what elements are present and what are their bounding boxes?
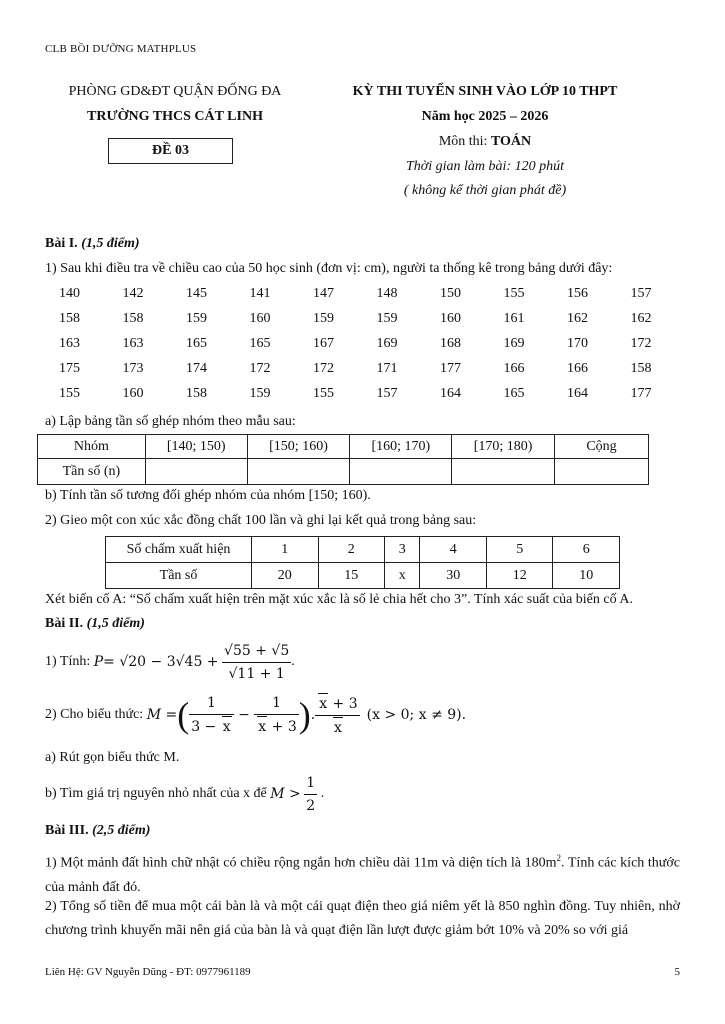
height-value: 172 <box>313 360 334 376</box>
height-value: 167 <box>313 335 334 351</box>
frequency-cell <box>555 459 649 485</box>
group-header-2: [150; 160) <box>247 435 350 459</box>
frequency-cell <box>452 459 555 485</box>
group-header-3: [160; 170) <box>350 435 452 459</box>
subject-label: Môn thi: <box>438 134 491 149</box>
height-value: 165 <box>249 335 271 351</box>
height-value: 161 <box>503 310 525 326</box>
height-value: 159 <box>186 310 207 326</box>
section-1-event-question: Xét biến cố A: “Số chấm xuất hiện trên mặt xúc xắc là số lẻ chia hết cho 3”. Tính xác suất của biến cố A. <box>45 592 633 607</box>
club-name: CLB BỒI DƯỠNG MATHPLUS <box>45 43 197 55</box>
heights-row <box>45 306 680 331</box>
exam-code-box <box>108 138 233 164</box>
group-header-label: Nhóm <box>38 435 146 459</box>
height-value: 157 <box>630 285 652 301</box>
height-value: 166 <box>567 360 588 376</box>
department-name: PHÒNG GD&ĐT QUẬN ĐỐNG ĐA <box>68 84 282 99</box>
height-value: 165 <box>186 335 207 351</box>
q-b-expr: M > <box>270 786 301 802</box>
footer <box>45 966 680 978</box>
right-paren: ) <box>298 695 311 735</box>
height-value: 140 <box>59 285 80 301</box>
height-value: 156 <box>567 285 588 301</box>
section-2-points: (1,5 điểm) <box>86 616 145 631</box>
q1-expression: = √20 − 3√45 + <box>103 654 219 670</box>
height-value: 148 <box>376 285 398 301</box>
height-value: 174 <box>186 360 207 376</box>
section-1-question-2: 2) Gieo một con xúc xắc đồng chất 100 lần và ghi lại kết quả trong bảng sau: <box>45 513 477 528</box>
q1-numerator: √55 + √5 <box>224 642 290 659</box>
q1-denominator: √11 + 1 <box>222 662 291 684</box>
exam-code: ĐỀ 03 <box>152 143 189 158</box>
frequency-cell <box>145 459 247 485</box>
height-value: 162 <box>630 310 652 326</box>
school-year: Năm học 2025 – 2026 <box>421 109 549 124</box>
dice-face: 5 <box>486 537 553 563</box>
section-1-heading <box>45 234 680 254</box>
page-number: 5 <box>674 966 680 978</box>
height-value: 142 <box>122 285 144 301</box>
exam-title: KỲ THI TUYỂN SINH VÀO LỚP 10 THPT <box>352 84 618 99</box>
height-value: 158 <box>186 385 207 401</box>
height-value: 173 <box>122 360 144 376</box>
height-value: 169 <box>376 335 398 351</box>
frequency-cell <box>247 459 350 485</box>
section-3-heading <box>45 821 680 841</box>
height-value: 162 <box>567 310 588 326</box>
q2-fraction-1: $\frac{1}{3 - x}$ <box>189 693 233 737</box>
section-3-title: Bài III. <box>45 823 89 838</box>
height-value: 155 <box>503 285 525 301</box>
group-frequency-table <box>37 434 649 485</box>
exam-time: Thời gian làm bài: 120 phút <box>406 159 564 174</box>
height-value: 158 <box>122 310 144 326</box>
frequency-cell <box>350 459 452 485</box>
section-3-question-2: 2) Tổng số tiền để mua một cái bàn là và một cái quạt điện theo giá niêm yết là 850 nghìn đồng. Tuy nhiên, nhờ chương trình khuyến mãi nên giá của bàn là và quạt điện lần lượt được giảm bớt 10% và 20% so với giá <box>45 899 680 938</box>
heights-grid <box>45 281 680 406</box>
heights-row <box>45 331 680 356</box>
height-value: 172 <box>249 360 271 376</box>
dice-face: 3 <box>385 537 420 563</box>
section-1-points: (1,5 điểm) <box>81 236 140 251</box>
frequency-row-label: Tần số (n) <box>38 459 146 485</box>
heights-row <box>45 356 680 381</box>
height-value: 150 <box>440 285 461 301</box>
q2-label: 2) Cho biểu thức: <box>45 707 144 722</box>
q2-condition: (x > 0; x ≠ 9). <box>366 707 467 723</box>
section-2-question-1: 1) Tính: P = √20 − 3√45 + $\frac{√55 + √5}{√11 + 1}$ . <box>45 642 295 682</box>
q2-fraction-3: $\frac{x + 3}{x}$ <box>315 693 359 738</box>
dice-face: 1 <box>252 537 319 563</box>
height-value: 170 <box>567 335 588 351</box>
dice-frequency: 15 <box>318 563 385 589</box>
section-2-question-b: b) Tìm giá trị nguyên nhỏ nhất của x để M > $\frac{1}{2}$ . <box>45 774 325 814</box>
section-2-heading <box>45 614 680 634</box>
q1-fraction <box>222 641 291 684</box>
dice-frequency: 30 <box>420 563 487 589</box>
height-value: 160 <box>122 385 144 401</box>
dice-table <box>105 536 620 589</box>
group-header-total: Cộng <box>555 435 649 459</box>
section-2-title: Bài II. <box>45 616 84 631</box>
dice-frequency: 12 <box>486 563 553 589</box>
height-value: 160 <box>249 310 271 326</box>
school-name: TRƯỜNG THCS CÁT LINH <box>87 109 263 124</box>
height-value: 177 <box>630 385 652 401</box>
height-value: 159 <box>313 310 334 326</box>
q-b-text: b) Tìm giá trị nguyên nhỏ nhất của x để <box>45 786 267 801</box>
section-3-question-1: 1) Một mảnh đất hình chữ nhật có chiều rộng ngắn hơn chiều dài 11m và diện tích là $180m^2$. Tính các kích thước của mảnh đất đó. <box>45 853 680 895</box>
section-2-question-2: 2) Cho biểu thức: M = ( $\frac{1}{3 - x}$ − $\frac{1}{x + 3}$ ) . $\frac{x + 3}{x}$ (x > 0; x ≠ 9). <box>45 692 680 738</box>
left-paren: ( <box>177 695 190 735</box>
dice-face: 6 <box>553 537 620 563</box>
section-1-question-1: 1) Sau khi điều tra về chiều cao của 50 học sinh (đơn vị: cm), người ta thống kê trong bảng dưới đây: <box>45 261 613 276</box>
section-1-question-a: a) Lập bảng tần số ghép nhóm theo mẫu sau: <box>45 414 296 429</box>
height-value: 169 <box>503 335 525 351</box>
height-value: 160 <box>440 310 461 326</box>
height-value: 155 <box>313 385 334 401</box>
section-3-points: (2,5 điểm) <box>92 823 151 838</box>
dice-row1-label: Số chấm xuất hiện <box>106 537 252 563</box>
height-value: 166 <box>503 360 525 376</box>
dice-frequency: 20 <box>252 563 319 589</box>
height-value: 165 <box>503 385 525 401</box>
height-value: 147 <box>313 285 334 301</box>
height-value: 157 <box>376 385 398 401</box>
height-value: 163 <box>122 335 144 351</box>
height-value: 177 <box>440 360 461 376</box>
heights-row <box>45 381 680 406</box>
section-2-question-a: a) Rút gọn biểu thức M. <box>45 750 180 765</box>
height-value: 164 <box>440 385 461 401</box>
footer-contact: Liên Hệ: GV Nguyễn Dũng - ĐT: 0977961189 <box>45 966 251 978</box>
dice-row2-label: Tần số <box>106 563 252 589</box>
q1-var-p: P <box>93 654 104 670</box>
height-value: 145 <box>186 285 207 301</box>
group-header-1: [140; 150) <box>145 435 247 459</box>
q-b-fraction: $\frac{1}{2}$ <box>306 774 316 814</box>
section-1-title: Bài I. <box>45 236 78 251</box>
group-header-4: [170; 180) <box>452 435 555 459</box>
height-value: 159 <box>376 310 398 326</box>
height-value: 159 <box>249 385 271 401</box>
height-value: 163 <box>59 335 80 351</box>
height-value: 172 <box>630 335 652 351</box>
dice-frequency: 10 <box>553 563 620 589</box>
height-value: 141 <box>249 285 271 301</box>
subject-line <box>330 134 640 150</box>
height-value: 168 <box>440 335 461 351</box>
subject: TOÁN <box>490 134 532 149</box>
dice-face: 4 <box>420 537 487 563</box>
height-value: 171 <box>376 360 398 376</box>
height-value: 158 <box>59 310 80 326</box>
section-1-question-b: b) Tính tần số tương đối ghép nhóm của nhóm [150; 160). <box>45 488 371 503</box>
height-value: 175 <box>59 360 80 376</box>
dice-face: 2 <box>318 537 385 563</box>
height-value: 155 <box>59 385 80 401</box>
height-value: 164 <box>567 385 588 401</box>
q2-m: M = <box>146 707 178 723</box>
q2-fraction-2: $\frac{1}{x + 3}$ <box>254 693 298 737</box>
heights-row <box>45 281 680 306</box>
dice-frequency: x <box>385 563 420 589</box>
q1-label: 1) Tính: <box>45 654 91 669</box>
height-value: 158 <box>630 360 652 376</box>
exam-time-note: ( không kể thời gian phát đề) <box>403 183 567 198</box>
